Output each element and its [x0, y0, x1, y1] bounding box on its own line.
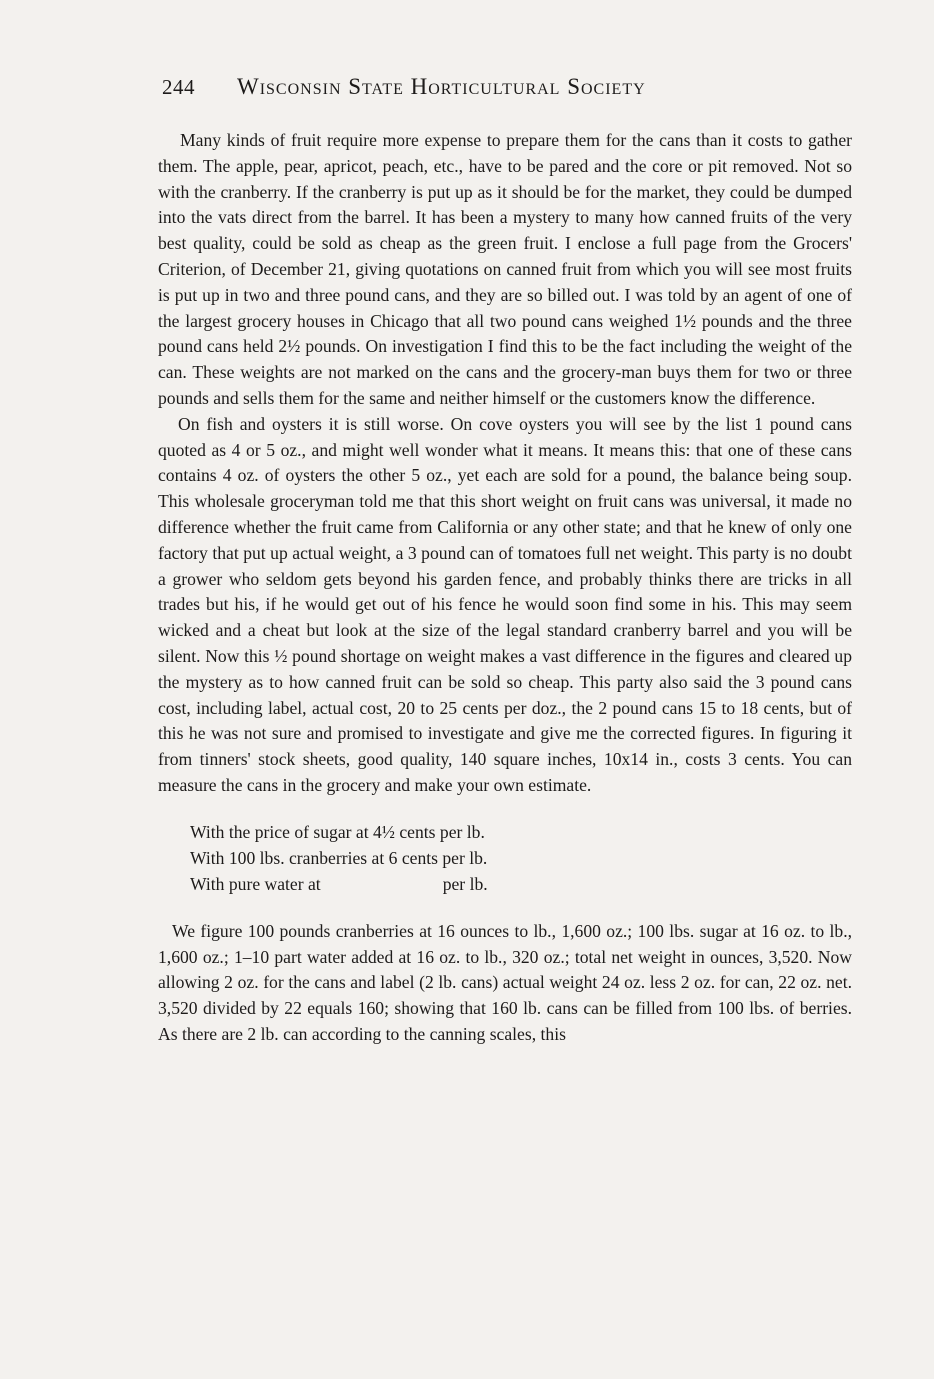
- page-header: [162, 74, 852, 100]
- running-title: Wisconsin State Horticultural Society: [237, 74, 646, 99]
- page-number: 244: [162, 75, 195, 99]
- body-text: [158, 128, 852, 1048]
- paragraph-canned-fruit: Many kinds of fruit require more expense to prepare them for the cans than it costs to gather them. The apple, pear, apricot, peach, etc., have to be pared and the core or pit removed. Not so with the cranberry. If the cranberry is put up as it should be for the market, they could be dumped into the vats direct from the barrel. It has been a mystery to many how canned fruits of the very best quality, could be sold as cheap as the green fruit. I enclose a full page from the Grocers' Criterion, of December 21, giving quotations on canned fruit from which you will see most fruits is put up in two and three pound cans, and they are so billed out. I was told by an agent of one of the largest grocery houses in Chicago that all two pound cans weighed 1½ pounds and the three pound cans held 2½ pounds. On investigation I find this to be the fact including the weight of the can. These weights are not marked on the cans and the grocery-man buys them for two or three pounds and sells them for the same and neither himself or the customers know the difference.: [158, 130, 852, 408]
- price-formula: [190, 819, 852, 897]
- paragraph-calculation: We figure 100 pounds cranberries at 16 ounces to lb., 1,600 oz.; 100 lbs. sugar at 16 oz. to lb., 1,600 oz.; 1–10 part water added at 16 oz. to lb., 320 oz.; total net weight in ounces, 3,520. Now allowing 2 oz. for the cans and label (2 lb. cans) actual weight 24 oz. less 2 oz. for can, 22 oz. net. 3,520 divided by 22 equals 160; showing that 160 lb. cans can be filled from 100 lbs. of berries. As there are 2 lb. can according to the canning scales, this: [158, 920, 852, 1044]
- paragraph-fish-and-oysters: On fish and oysters it is still worse. On cove oysters you will see by the list 1 pound cans quoted as 4 or 5 oz., and might well wonder what it means. It means this: that one of these cans contains 4 oz. of oysters the other 5 oz., yet each are sold for a pound, the balance being soup. This wholesale groceryman told me that this short weight on fruit cans was universal, it made no difference whether the fruit came from California or any other state; and that he knew of only one factory that put up actual weight, a 3 pound can of tomatoes full net weight. This party is no doubt a grower who seldom gets beyond his garden fence, and probably thinks there are tricks in all trades but his, if he would get out of his fence he would soon find some in his. This may seem wicked and a cheat but look at the size of the legal standard cranberry barrel and you will be silent. Now this ½ pound shortage on weight makes a vast difference in the figures and cleared up the mystery as to how canned fruit can be sold so cheap. This party also said the 3 pound cans cost, including label, actual cost, 20 to 25 cents per doz., the 2 pound cans 15 to 18 cents, but of this he was not sure and promised to investigate and give me the corrected figures. In figuring it from tinners' stock sheets, good quality, 140 square inches, 10x14 in., costs 3 cents. You can measure the cans in the grocery and make your own estimate.: [158, 413, 852, 795]
- formula-line-water-start: With pure water at: [190, 873, 321, 894]
- formula-line-water-end: per lb.: [442, 873, 488, 894]
- formula-line-cranberries: With 100 lbs. cranberries at 6 cents per lb.: [190, 847, 488, 868]
- formula-line-water: [190, 871, 852, 897]
- formula-line-sugar: With the price of sugar at 4½ cents per lb.: [190, 821, 485, 842]
